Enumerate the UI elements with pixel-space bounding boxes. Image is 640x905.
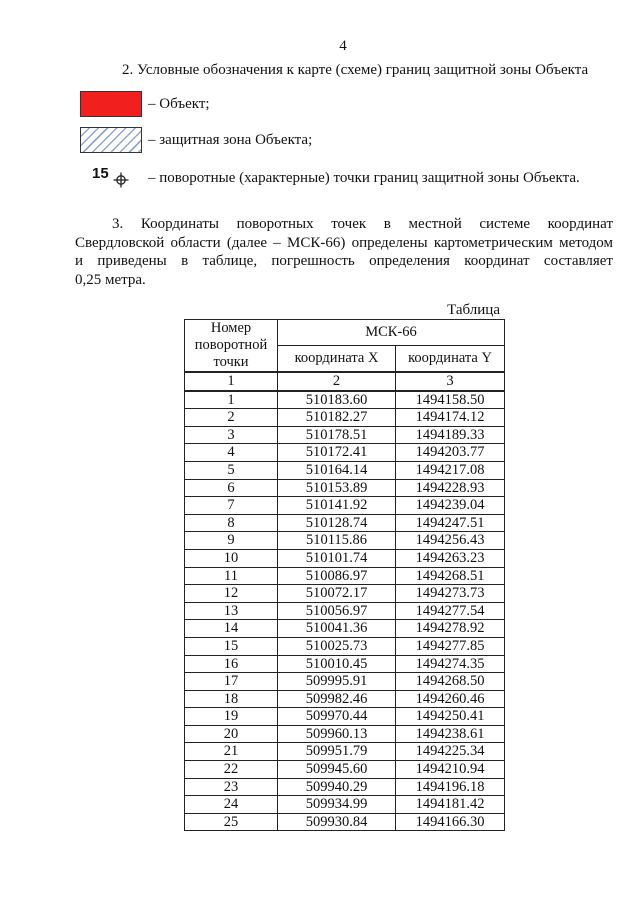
- table-row: [185, 514, 505, 532]
- coordinate-y-cell: 1494181.42: [396, 796, 505, 814]
- coordinate-y-cell: 1494277.54: [396, 602, 505, 620]
- table-row: [185, 778, 505, 796]
- coordinate-y-cell: 1494278.92: [396, 620, 505, 638]
- coordinate-y-cell: 1494238.61: [396, 725, 505, 743]
- point-number-cell: 13: [185, 602, 278, 620]
- coordinate-y-cell: 1494273.73: [396, 585, 505, 603]
- coordinate-x-cell: 510153.89: [278, 479, 396, 497]
- index-cell: 2: [278, 372, 396, 391]
- coordinates-table: [184, 319, 505, 831]
- point-number-cell: 19: [185, 708, 278, 726]
- coordinate-y-cell: 1494174.12: [396, 409, 505, 427]
- paragraph-line: 0,25 метра.: [75, 271, 146, 288]
- point-number-cell: 12: [185, 585, 278, 603]
- coordinate-x-cell: 510178.51: [278, 426, 396, 444]
- coordinate-x-cell: 510115.86: [278, 532, 396, 550]
- coordinate-x-cell: 510172.41: [278, 444, 396, 462]
- coordinate-x-cell: 510086.97: [278, 567, 396, 585]
- coordinate-y-cell: 1494239.04: [396, 497, 505, 515]
- coordinate-x-cell: 510128.74: [278, 514, 396, 532]
- header-coordinate-y: координата Y: [396, 345, 505, 372]
- coordinate-x-cell: 510025.73: [278, 637, 396, 655]
- coordinate-y-cell: 1494225.34: [396, 743, 505, 761]
- coordinate-y-cell: 1494203.77: [396, 444, 505, 462]
- table-row: [185, 409, 505, 427]
- table-caption: Таблица: [447, 302, 500, 318]
- table-row: [185, 497, 505, 515]
- index-cell: 1: [185, 372, 278, 391]
- coordinate-y-cell: 1494274.35: [396, 655, 505, 673]
- legend-item-points: [80, 163, 580, 193]
- table-row: [185, 585, 505, 603]
- paragraph-line: 3. Координаты поворотных точек в местной системе координат: [112, 216, 613, 232]
- point-number-cell: 24: [185, 796, 278, 814]
- point-number-cell: 6: [185, 479, 278, 497]
- coordinate-x-cell: 509970.44: [278, 708, 396, 726]
- coordinate-y-cell: 1494210.94: [396, 761, 505, 779]
- coordinate-x-cell: 510072.17: [278, 585, 396, 603]
- coordinate-y-cell: 1494158.50: [396, 391, 505, 409]
- coordinate-y-cell: 1494166.30: [396, 813, 505, 831]
- coordinate-x-cell: 509934.99: [278, 796, 396, 814]
- coordinate-x-cell: 510101.74: [278, 549, 396, 567]
- point-number-cell: 22: [185, 761, 278, 779]
- legend-label-object: – Объект;: [148, 95, 210, 112]
- coordinate-y-cell: 1494250.41: [396, 708, 505, 726]
- paragraph-line: Свердловской области (далее – МСК-66) определены картометрическим методом: [75, 234, 613, 251]
- zone-hatch-swatch: [80, 127, 142, 153]
- legend-item-zone: [80, 125, 312, 155]
- legend-item-object: [80, 89, 210, 119]
- table-row: [185, 549, 505, 567]
- point-number-cell: 23: [185, 778, 278, 796]
- coordinate-x-cell: 510010.45: [278, 655, 396, 673]
- point-number-cell: 21: [185, 743, 278, 761]
- table-row: [185, 532, 505, 550]
- index-cell: 3: [396, 372, 505, 391]
- coordinate-y-cell: 1494268.51: [396, 567, 505, 585]
- point-number-cell: 4: [185, 444, 278, 462]
- table-row: [185, 620, 505, 638]
- table-row: [185, 637, 505, 655]
- table-row: [185, 391, 505, 409]
- coordinate-x-cell: 509930.84: [278, 813, 396, 831]
- header-point-number: Номер поворотной точки: [185, 320, 278, 373]
- coordinate-y-cell: 1494277.85: [396, 637, 505, 655]
- header-coordinate-x: координата X: [278, 345, 396, 372]
- legend-label-zone: – защитная зона Объекта;: [148, 131, 313, 148]
- point-number-cell: 17: [185, 673, 278, 691]
- point-number-cell: 7: [185, 497, 278, 515]
- legend-heading: 2. Условные обозначения к карте (схеме) границ защитной зоны Объекта: [122, 62, 589, 78]
- coordinate-x-cell: 510183.60: [278, 391, 396, 409]
- table-row: [185, 725, 505, 743]
- paragraph-line: и приведены в таблице, погрешность определения координат составляет: [75, 253, 613, 269]
- point-number-cell: 5: [185, 461, 278, 479]
- table-row: [185, 796, 505, 814]
- point-number-cell: 14: [185, 620, 278, 638]
- point-number-cell: 1: [185, 391, 278, 409]
- point-number-cell: 18: [185, 690, 278, 708]
- point-number-cell: 3: [185, 426, 278, 444]
- coordinate-x-cell: 509945.60: [278, 761, 396, 779]
- table-row: [185, 602, 505, 620]
- point-number-cell: 2: [185, 409, 278, 427]
- coordinate-y-cell: 1494247.51: [396, 514, 505, 532]
- table-row: [185, 461, 505, 479]
- table-row: [185, 567, 505, 585]
- table-body: [185, 391, 505, 831]
- point-marker-number: 15: [92, 165, 109, 182]
- coordinate-x-cell: 509951.79: [278, 743, 396, 761]
- coordinate-y-cell: 1494217.08: [396, 461, 505, 479]
- coordinate-x-cell: 510041.36: [278, 620, 396, 638]
- point-number-cell: 20: [185, 725, 278, 743]
- point-number-cell: 9: [185, 532, 278, 550]
- table-row: [185, 426, 505, 444]
- table-row: [185, 761, 505, 779]
- point-number-cell: 10: [185, 549, 278, 567]
- coordinate-y-cell: 1494256.43: [396, 532, 505, 550]
- point-number-cell: 16: [185, 655, 278, 673]
- coordinate-x-cell: 509960.13: [278, 725, 396, 743]
- table-row: [185, 673, 505, 691]
- table-row: [185, 655, 505, 673]
- object-swatch: [80, 91, 142, 117]
- coordinate-y-cell: 1494189.33: [396, 426, 505, 444]
- table-row: [185, 479, 505, 497]
- page-number: 4: [339, 38, 347, 54]
- crosshair-icon: [113, 172, 129, 188]
- coordinate-y-cell: 1494260.46: [396, 690, 505, 708]
- coordinate-x-cell: 510141.92: [278, 497, 396, 515]
- table-row: [185, 743, 505, 761]
- table-row: [185, 444, 505, 462]
- coordinates-paragraph: [75, 215, 613, 289]
- coordinate-x-cell: 510164.14: [278, 461, 396, 479]
- legend-label-points: – поворотные (характерные) точки границ защитной зоны Объекта.: [148, 169, 580, 186]
- point-number-cell: 8: [185, 514, 278, 532]
- coordinate-x-cell: 509982.46: [278, 690, 396, 708]
- coordinate-x-cell: 510182.27: [278, 409, 396, 427]
- coordinate-x-cell: 509995.91: [278, 673, 396, 691]
- coordinate-y-cell: 1494196.18: [396, 778, 505, 796]
- table-row: [185, 813, 505, 831]
- point-number-cell: 15: [185, 637, 278, 655]
- coordinate-x-cell: 509940.29: [278, 778, 396, 796]
- coordinate-x-cell: 510056.97: [278, 602, 396, 620]
- coordinate-y-cell: 1494263.23: [396, 549, 505, 567]
- header-msk66: МСК-66: [278, 320, 505, 346]
- coordinate-y-cell: 1494228.93: [396, 479, 505, 497]
- table-row: [185, 690, 505, 708]
- table-row: [185, 708, 505, 726]
- point-marker: [80, 163, 142, 193]
- coordinate-y-cell: 1494268.50: [396, 673, 505, 691]
- point-number-cell: 25: [185, 813, 278, 831]
- point-number-cell: 11: [185, 567, 278, 585]
